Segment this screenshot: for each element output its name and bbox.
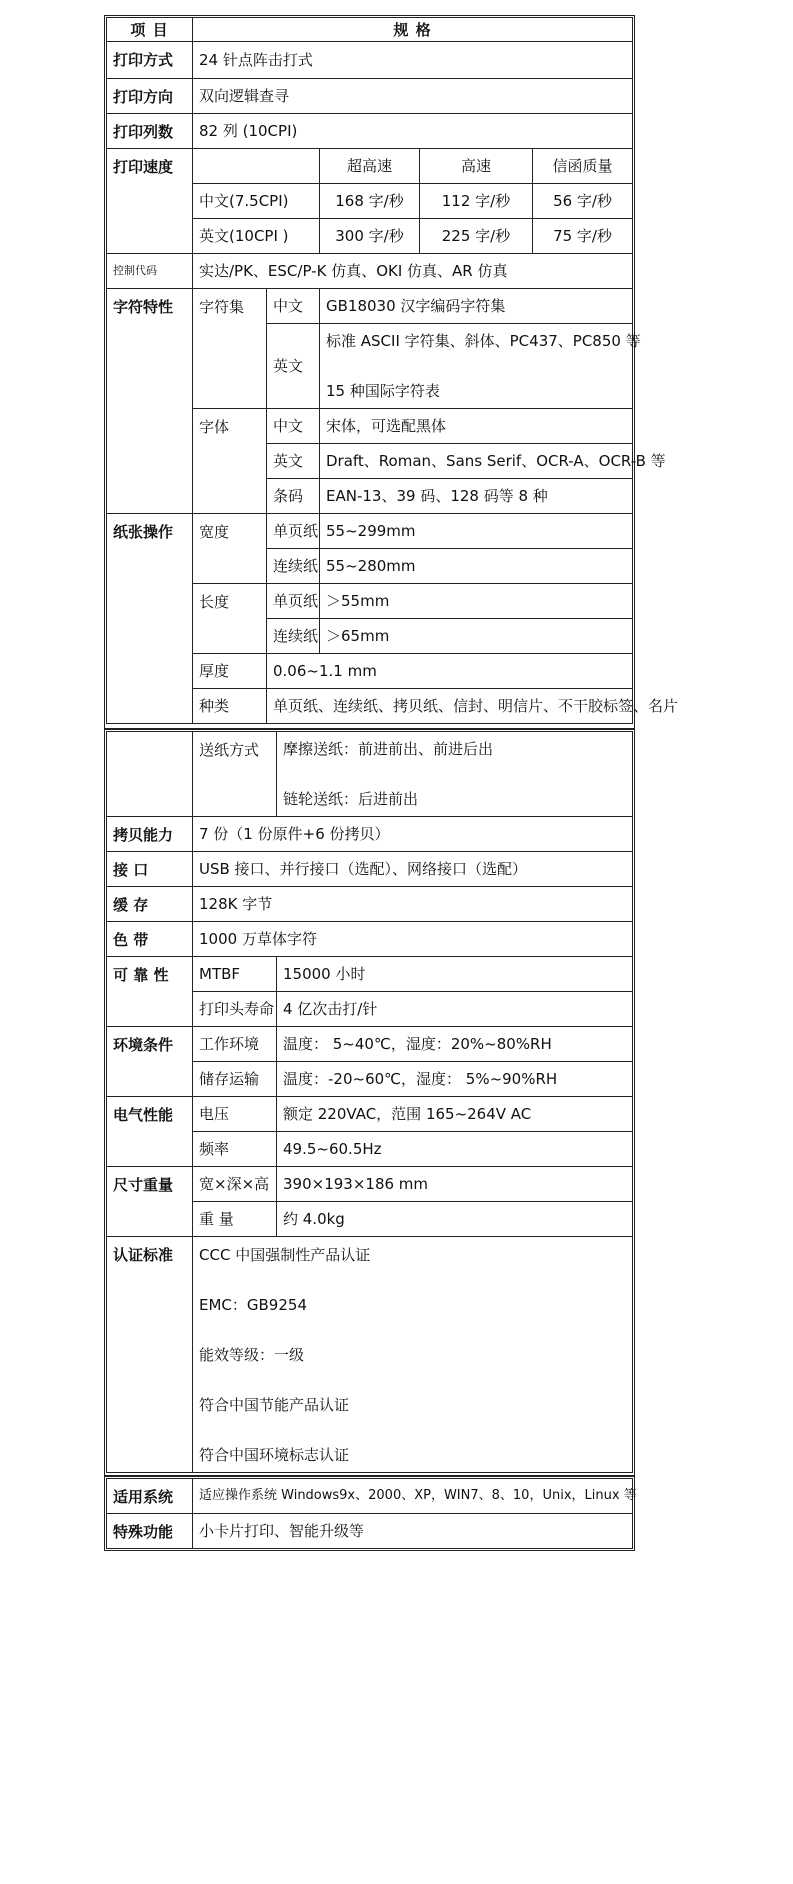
paper-width-cont-value: 55~280mm xyxy=(320,549,633,584)
paper-types-label: 种类 xyxy=(193,689,267,724)
barcode-value: EAN-13、39 码、128 码等 8 种 xyxy=(320,479,633,514)
cert-item: 符合中国环境标志认证 xyxy=(199,1446,350,1464)
paper-thickness-value: 0.06~1.1 mm xyxy=(267,654,633,689)
header-spec: 规 格 xyxy=(193,18,633,42)
speed-cell: 75 字/秒 xyxy=(533,219,633,254)
work-env-value: 温度： 5~40℃，湿度：20%~80%RH xyxy=(277,1027,633,1062)
print-columns-label: 打印列数 xyxy=(107,114,193,149)
spec-table-main xyxy=(106,17,679,724)
print-speed-label: 打印速度 xyxy=(107,149,193,254)
font-en-label: 英文 xyxy=(267,444,320,479)
charset-en-value xyxy=(320,324,641,409)
interface-label: 接 口 xyxy=(107,852,193,887)
feed-empty-cell xyxy=(107,732,193,817)
control-code-label: 控制代码 xyxy=(107,254,193,289)
dimensions-value: 390×193×186 mm xyxy=(277,1167,633,1202)
spec-table-system xyxy=(106,1478,637,1549)
feed-method-line-1: 摩擦送纸：前进前出、前进后出 xyxy=(283,740,494,758)
speed-col-header: 超高速 xyxy=(320,149,420,184)
frequency-label: 频率 xyxy=(193,1132,277,1167)
certification-list xyxy=(193,1237,633,1473)
storage-label: 储存运输 xyxy=(193,1062,277,1097)
special-features-value: 小卡片打印、智能升级等 xyxy=(193,1514,633,1549)
paper-length-single-label: 单页纸 xyxy=(267,584,320,619)
char-features-label: 字符特性 xyxy=(107,289,193,514)
paper-length-cont-value: ＞65mm xyxy=(320,619,633,654)
barcode-label: 条码 xyxy=(267,479,320,514)
mtbf-label: MTBF xyxy=(193,957,277,992)
charset-en-label: 英文 xyxy=(267,324,320,409)
storage-value: 温度：-20~60℃，湿度： 5%~90%RH xyxy=(277,1062,633,1097)
special-features-label: 特殊功能 xyxy=(107,1514,193,1549)
speed-col-header: 信函质量 xyxy=(533,149,633,184)
ribbon-value: 1000 万草体字符 xyxy=(193,922,633,957)
cert-item: 符合中国节能产品认证 xyxy=(199,1396,350,1414)
font-cn-value: 宋体，可选配黑体 xyxy=(320,409,633,444)
paper-width-single-label: 单页纸 xyxy=(267,514,320,549)
interface-value: USB 接口、并行接口（选配）、网络接口（选配） xyxy=(193,852,633,887)
charset-en-line-2: 15 种国际字符表 xyxy=(326,382,440,400)
charset-cn-value: GB18030 汉字编码字符集 xyxy=(320,289,633,324)
certification-label: 认证标准 xyxy=(107,1237,193,1473)
speed-col-header: 高速 xyxy=(420,149,533,184)
font-label: 字体 xyxy=(193,409,267,514)
cert-item: EMC：GB9254 xyxy=(199,1296,307,1314)
cert-item: 能效等级：一级 xyxy=(199,1346,305,1364)
paper-thickness-label: 厚度 xyxy=(193,654,267,689)
size-weight-label: 尺寸重量 xyxy=(107,1167,193,1237)
buffer-label: 缓 存 xyxy=(107,887,193,922)
header-item: 项 目 xyxy=(107,18,193,42)
speed-row-name: 中文(7.5CPI) xyxy=(193,184,320,219)
paper-types-value: 单页纸、连续纸、拷贝纸、信封、明信片、不干胶标签、名片 xyxy=(267,689,633,724)
weight-label: 重 量 xyxy=(193,1202,277,1237)
copy-value: 7 份（1 份原件+6 份拷贝） xyxy=(193,817,633,852)
speed-cell: 300 字/秒 xyxy=(320,219,420,254)
paper-width-label: 宽度 xyxy=(193,514,267,584)
voltage-value: 额定 220VAC，范围 165~264V AC xyxy=(277,1097,633,1132)
control-code-value: 实达/PK、ESC/P-K 仿真、OKI 仿真、AR 仿真 xyxy=(193,254,633,289)
speed-cell: 56 字/秒 xyxy=(533,184,633,219)
font-cn-label: 中文 xyxy=(267,409,320,444)
mtbf-value: 15000 小时 xyxy=(277,957,633,992)
print-direction-value: 双向逻辑查寻 xyxy=(193,79,633,114)
work-env-label: 工作环境 xyxy=(193,1027,277,1062)
speed-cell: 225 字/秒 xyxy=(420,219,533,254)
paper-length-label: 长度 xyxy=(193,584,267,654)
reliability-label: 可 靠 性 xyxy=(107,957,193,1027)
spec-table-continued xyxy=(106,731,633,1473)
head-life-label: 打印头寿命 xyxy=(193,992,277,1027)
frequency-value: 49.5~60.5Hz xyxy=(277,1132,633,1167)
speed-corner xyxy=(193,149,320,184)
paper-width-cont-label: 连续纸 xyxy=(267,549,320,584)
paper-width-single-value: 55~299mm xyxy=(320,514,633,549)
voltage-label: 电压 xyxy=(193,1097,277,1132)
charset-cn-label: 中文 xyxy=(267,289,320,324)
ribbon-label: 色 带 xyxy=(107,922,193,957)
cert-item: CCC 中国强制性产品认证 xyxy=(199,1246,371,1264)
speed-row-name: 英文(10CPI ) xyxy=(193,219,320,254)
print-method-value: 24 针点阵击打式 xyxy=(193,42,633,79)
speed-cell: 168 字/秒 xyxy=(320,184,420,219)
print-columns-value: 82 列 (10CPI) xyxy=(193,114,633,149)
print-method-label: 打印方式 xyxy=(107,42,193,79)
copy-label: 拷贝能力 xyxy=(107,817,193,852)
charset-label: 字符集 xyxy=(193,289,267,409)
speed-cell: 112 字/秒 xyxy=(420,184,533,219)
os-label: 适用系统 xyxy=(107,1479,193,1514)
charset-en-line-1: 标准 ASCII 字符集、斜体、PC437、PC850 等 xyxy=(326,332,641,350)
os-value: 适应操作系统 Windows9x、2000、XP，WIN7、8、10，Unix，Linux 等 xyxy=(193,1479,633,1514)
dimensions-label: 宽×深×高 xyxy=(193,1167,277,1202)
feed-method-line-2: 链轮送纸：后进前出 xyxy=(283,790,419,808)
paper-length-single-value: ＞55mm xyxy=(320,584,633,619)
head-life-value: 4 亿次击打/针 xyxy=(277,992,633,1027)
print-direction-label: 打印方向 xyxy=(107,79,193,114)
paper-length-cont-label: 连续纸 xyxy=(267,619,320,654)
font-en-value: Draft、Roman、Sans Serif、OCR-A、OCR-B 等 xyxy=(320,444,633,479)
buffer-value: 128K 字节 xyxy=(193,887,633,922)
weight-value: 约 4.0kg xyxy=(277,1202,633,1237)
electrical-label: 电气性能 xyxy=(107,1097,193,1167)
paper-handling-label: 纸张操作 xyxy=(107,514,193,724)
feed-method-value xyxy=(277,732,633,817)
environment-label: 环境条件 xyxy=(107,1027,193,1097)
feed-method-label: 送纸方式 xyxy=(193,732,277,817)
